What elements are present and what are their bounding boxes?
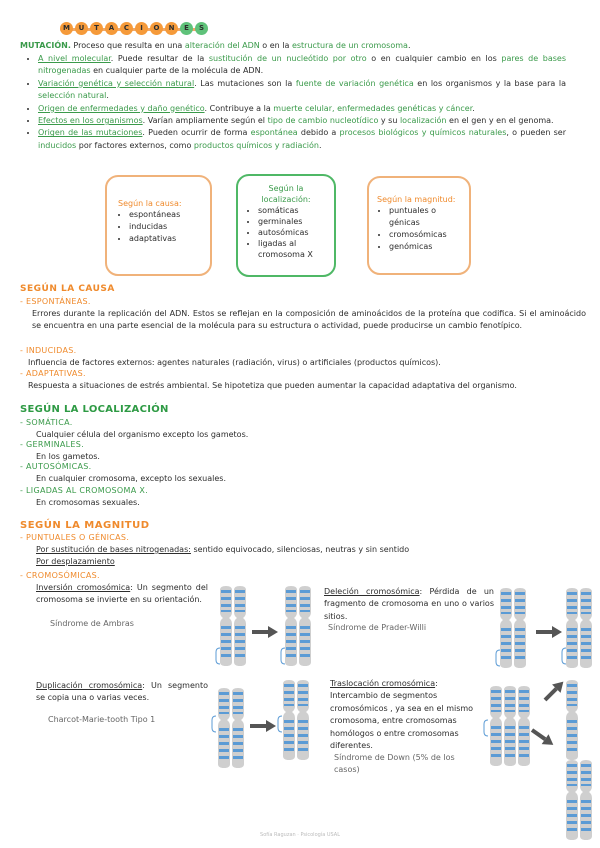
text-delecion: Deleción cromosómica: Pérdida de un fragmento de cromosoma en uno o varios sitios.: [324, 587, 494, 621]
chromosome-normal: [234, 586, 246, 666]
duplicacion-diagram: [212, 680, 309, 768]
arrow-icon: [529, 725, 557, 750]
box-causa-title: Según la causa:: [118, 199, 182, 208]
footer: Sofía Raguzan · Psicología USAL: [260, 832, 340, 838]
chromosome-normal: [518, 686, 530, 766]
box-item: • puntuales o génicas: [389, 205, 469, 229]
box-item: • germinales: [258, 216, 334, 227]
label-cromosomicas: - CROMOSÓMICAS.: [20, 571, 100, 580]
box-item: • genómicas: [389, 241, 469, 253]
text-duplicacion: Duplicación cromosómica: Un segmento se copia una o varias veces.: [36, 681, 208, 703]
bullet-item: • Origen de las mutaciones. Pueden ocurrir de forma espontánea debido a procesos biológicos y químicos naturales, o pueden ser inducidos por factores externos, como productos químicos y radiación.: [38, 127, 566, 152]
segment-bracket: [496, 650, 500, 666]
label-germinales: - GERMINALES.: [20, 440, 84, 449]
label-espontaneas: - ESPONTÁNEAS.: [20, 297, 91, 306]
chromosome-mutated: [580, 760, 592, 840]
intro-highlight: estructura de un cromosoma: [291, 41, 408, 50]
heading-magnitud: SEGÚN LA MAGNITUD: [20, 520, 150, 531]
text-puntuales-2: Por desplazamiento: [36, 557, 115, 566]
title-letter: S: [195, 22, 208, 35]
bullet-item: • A nivel molecular. Puede resultar de la sustitución de un nucleótido por otro o en cualquier cambio en los pares de bases nitrogenadas en cualquier parte de la molécula de ADN.: [38, 53, 566, 78]
segment-bracket: [212, 716, 216, 732]
chromosome-mutated: [283, 680, 295, 760]
title-letter: N: [165, 22, 178, 35]
chromosome-mutated: [566, 680, 578, 760]
segment-bracket: [216, 648, 220, 664]
box-item: • adaptativas: [129, 233, 210, 245]
arrow-icon: [250, 720, 276, 732]
text-puntuales-1: Por sustitución de bases nitrogenadas: sentido equivocado, silenciosas, neutras y sin sentido: [36, 545, 410, 554]
chromosome-normal: [232, 688, 244, 768]
segment-bracket: [278, 716, 282, 732]
box-item: • inducidas: [129, 221, 210, 233]
text-adaptativas: Respuesta a situaciones de estrés ambiental. Se hipotetiza que pueden aumentar la capacidad adaptativa del organismo.: [28, 381, 517, 390]
title-letter: C: [120, 22, 133, 35]
chromosome-mutated: [566, 760, 578, 840]
intro-text: o en la: [259, 41, 292, 50]
text-germinales: En los gametos.: [36, 452, 100, 461]
chromosome-mutated: [566, 588, 578, 668]
example-delecion: Síndrome de Prader-Willi: [328, 623, 427, 632]
box-item: • espontáneas: [129, 209, 210, 221]
intro-text: .: [407, 41, 411, 50]
box-magnitud-title: Según la magnitud:: [377, 195, 456, 204]
inversion-diagram: [216, 586, 311, 666]
title-letter: T: [90, 22, 103, 35]
example-inversion: Síndrome de Ambras: [50, 619, 134, 628]
text-ligadas: En cromosomas sexuales.: [36, 498, 140, 507]
label-inducidas: - INDUCIDAS.: [20, 346, 77, 355]
text-autosomicas: En cualquier cromosoma, excepto los sexuales.: [36, 474, 227, 483]
intro-lead: MUTACIÓN.: [20, 41, 71, 50]
text-inducidas: Influencia de factores externos: agentes naturales (radiación, virus) o artificiales (productos químicos).: [28, 358, 441, 367]
chromosome-mutated: [285, 586, 297, 666]
text-traslocacion: Traslocación cromosómica: Intercambio de segmentos cromosómicos , ya sea en el mismo cromosoma, entre cromosomas homólogos o entre cromosomas diferentes.: [330, 679, 474, 751]
title-letter: O: [150, 22, 163, 35]
intro-highlight: alteración del ADN: [184, 41, 260, 50]
box-item: • somáticas: [258, 205, 334, 216]
example-duplicacion: Charcot-Marie-tooth Tipo 1: [48, 715, 156, 724]
title-letter: E: [180, 22, 193, 35]
title-letter: U: [75, 22, 88, 35]
label-ligadas: - LIGADAS AL CROMOSOMA X.: [20, 486, 148, 495]
heading-localizacion: SEGÚN LA LOCALIZACIÓN: [20, 404, 169, 415]
title-letter: A: [105, 22, 118, 35]
chromosome-mutated: [299, 586, 311, 666]
chromosome-normal: [490, 686, 502, 766]
box-item: • cromosómicas: [389, 229, 469, 241]
chromosome-normal: [220, 586, 232, 666]
chromosome-mutated: [297, 680, 309, 760]
heading-causa: SEGÚN LA CAUSA: [20, 284, 115, 294]
box-item: • autosómicas: [258, 227, 334, 238]
delecion-diagram: [496, 588, 592, 668]
chromosome-normal: [500, 588, 512, 668]
intro-text: Proceso que resulta en una: [70, 41, 185, 50]
arrow-icon: [252, 626, 278, 638]
bullet-item: • Origen de enfermedades y daño genético. Contribuye a la muerte celular, enfermedades genéticas y cáncer.: [38, 103, 566, 115]
segment-bracket: [281, 648, 285, 664]
label-adaptativas: - ADAPTATIVAS.: [20, 369, 86, 378]
title-letter: M: [60, 22, 73, 35]
traslocacion-diagram: [484, 677, 592, 840]
text-espontaneas: Errores durante la replicación del ADN. Estos se reflejan en la composición de aminoácidos de la proteína que codifica. Si el aminoácido se encuentra en una parte esencial de la molécula para su estructura o actividad, puede producirse un cambio fenotípico.: [32, 309, 586, 331]
bullet-item: • Efectos en los organismos. Varían ampliamente según el tipo de cambio nucleotídico y su localización en el gen y en el genoma.: [38, 115, 566, 127]
chromosome-normal: [218, 688, 230, 768]
segment-bracket: [484, 720, 488, 736]
arrow-icon: [536, 626, 562, 638]
label-autosomicas: - AUTOSÓMICAS.: [20, 462, 92, 471]
chromosome-mutated: [580, 588, 592, 668]
box-item: • ligadas al cromosoma X: [258, 238, 334, 260]
text-inversion: Inversión cromosómica: Un segmento del cromosoma se invierte en su orientación.: [36, 583, 208, 605]
arrow-icon: [541, 677, 568, 704]
label-puntuales: - PUNTUALES O GÉNICAS.: [20, 533, 130, 542]
title-letter: I: [135, 22, 148, 35]
box-localizacion-title: Según la localización:: [261, 184, 311, 204]
example-traslocacion: Síndrome de Down (5% de los casos): [334, 753, 455, 775]
text-somatica: Cualquier célula del organismo excepto los gametos.: [36, 430, 249, 439]
label-somatica: - SOMÁTICA.: [20, 418, 73, 427]
chromosome-normal: [514, 588, 526, 668]
bullet-item: • Variación genética y selección natural. Las mutaciones son la fuente de variación genética en los organismos y la base para la selección natural.: [38, 78, 566, 103]
chromosome-normal: [504, 686, 516, 766]
segment-bracket: [562, 648, 566, 664]
